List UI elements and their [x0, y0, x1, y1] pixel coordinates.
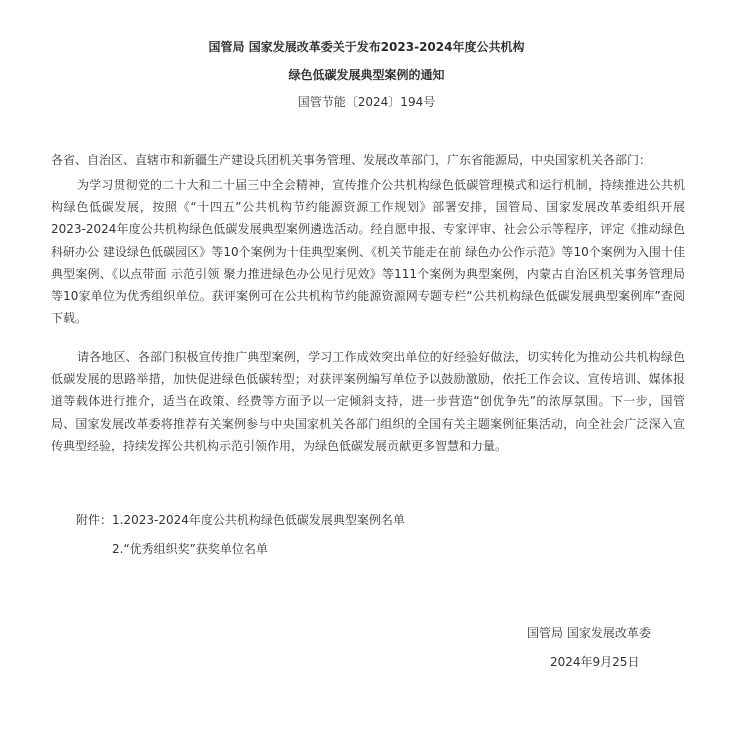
salutation: 各省、自治区、直辖市和新疆生产建设兵团机关事务管理、发展改革部门，广东省能源局，中央国家机关各部门：	[51, 153, 652, 167]
attachment-item-2: 2.“优秀组织奖”获奖单位名单	[112, 542, 268, 556]
notice-title-line1: 国管局 国家发展改革委关于发布2023-2024年度公共机构	[208, 40, 525, 54]
body-paragraph-1: 为学习贯彻党的二十大和二十届三中全会精神，宣传推介公共机构绿色低碳管理模式和运行机制，持续推进公共机构绿色低碳发展，按照《“十四五”公共机构节约能源资源工作规划》部署安排，国管局、国家发展改革委组织开展2023-2024年度公共机构绿色低碳发展典型案例遴选活动。经自愿申报、专家评审、社会公示等程序，评定《推动绿色科研办公 建设绿色低碳园区》等10个案例为十佳典型案例、《机关节能走在前 绿色办公作示范》等10个案例为入围十佳典型案例、《以点带面 示范引领 聚力推进绿色办公见行见效》等111个案例为典型案例，内蒙古自治区机关事务管理局等10家单位为优秀组织单位。获评案例可在公共机构节约能源资源网专题专栏“公共机构绿色低碳发展典型案例库”查阅下载。	[51, 178, 685, 326]
attachment-item-1: 附件：1.2023-2024年度公共机构绿色低碳发展典型案例名单	[76, 513, 405, 527]
signature-organizations: 国管局 国家发展改革委	[527, 626, 651, 640]
signature-date: 2024年9月25日	[550, 655, 640, 669]
body-paragraph-2: 请各地区、各部门积极宣传推广典型案例，学习工作成效突出单位的好经验好做法，切实转化为推动公共机构绿色低碳发展的思路举措，加快促进绿色低碳转型；对获评案例编写单位予以鼓励激励，依托工作会议、宣传培训、媒体报道等载体进行推介，适当在政策、经费等方面予以一定倾斜支持，进一步营造“创优争先”的浓厚氛围。下一步，国管局、国家发展改革委将推荐有关案例参与中央国家机关各部门组织的全国有关主题案例征集活动，向全社会广泛深入宣传典型经验，持续发挥公共机构示范引领作用，为绿色低碳发展贡献更多智慧和力量。	[51, 350, 685, 453]
notice-title-line2: 绿色低碳发展典型案例的通知	[288, 68, 445, 82]
document-number: 国管节能〔2024〕194号	[297, 95, 436, 109]
